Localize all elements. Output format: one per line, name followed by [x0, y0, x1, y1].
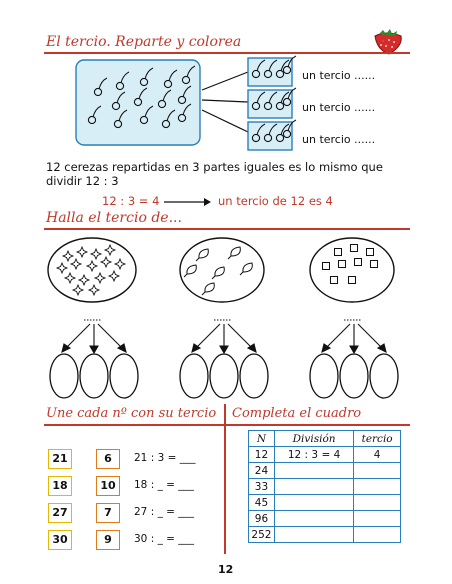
- equation-right: un tercio de 12 es 4: [218, 194, 333, 208]
- cherries-box: [76, 60, 200, 145]
- arrow-right-icon: [164, 196, 212, 208]
- operation-1[interactable]: 21 : 3 = ___: [134, 452, 196, 464]
- column-divider: [224, 404, 226, 554]
- third-label-2: un tercio ......: [302, 101, 376, 114]
- table-row: 12 12 : 3 = 4 4: [249, 447, 401, 463]
- explanation-line-2: dividir 12 : 3: [46, 174, 119, 188]
- thirds-table: [248, 430, 401, 543]
- table-row: 33: [249, 479, 401, 495]
- explanation-line-1: 12 cerezas repartidas en 3 partes iguales es lo mismo que: [46, 160, 383, 174]
- equation-left: 12 : 3 = 4: [102, 194, 160, 208]
- number-box-2[interactable]: 18: [48, 476, 72, 496]
- third-box-b[interactable]: 10: [96, 476, 120, 496]
- number-box-3[interactable]: 27: [48, 503, 72, 523]
- third-box-a[interactable]: 6: [96, 449, 120, 469]
- operation-4[interactable]: 30 : _ = ___: [134, 533, 195, 545]
- number-box-1[interactable]: 21: [48, 449, 72, 469]
- third-box-d[interactable]: 9: [96, 530, 120, 550]
- table-row: 45: [249, 495, 401, 511]
- third-label-1: un tercio ......: [302, 69, 376, 82]
- third-box-c[interactable]: 7: [96, 503, 120, 523]
- header-rule-3: [44, 424, 410, 426]
- col-header-tercio: tercio: [354, 431, 401, 447]
- thirds-exercise-diagram: [40, 230, 420, 410]
- leaves-oval: [180, 238, 264, 302]
- table-row: 252: [249, 527, 401, 543]
- number-box-4[interactable]: 30: [48, 530, 72, 550]
- operation-2[interactable]: 18 : _ = ___: [134, 479, 195, 491]
- col-header-n: N: [249, 431, 275, 447]
- table-row: 96: [249, 511, 401, 527]
- section-title-1: El tercio. Reparte y colorea: [46, 34, 242, 50]
- section-title-4: Completa el cuadro: [232, 406, 362, 421]
- section-title-2: Halla el tercio de...: [46, 210, 182, 226]
- table-row: 24: [249, 463, 401, 479]
- cherry-distribution-diagram: [70, 52, 310, 157]
- operation-3[interactable]: 27 : _ = ___: [134, 506, 195, 518]
- third-label-3: un tercio ......: [302, 133, 376, 146]
- page-number: 12: [218, 563, 234, 576]
- col-header-division: División: [274, 431, 353, 447]
- section-title-3: Une cada nº con su tercio: [46, 406, 217, 421]
- table-header-row: [249, 431, 401, 447]
